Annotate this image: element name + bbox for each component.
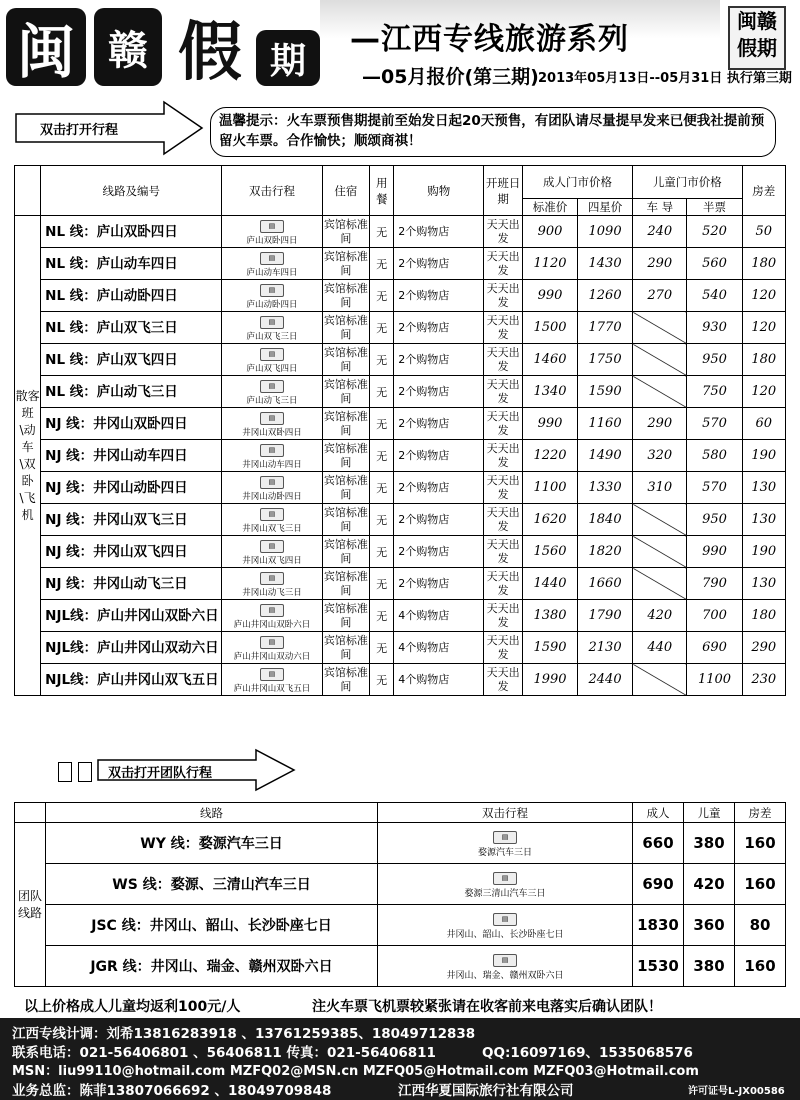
- table-row: [15, 568, 786, 600]
- half-ticket-price: 570: [687, 408, 742, 440]
- meal: 无: [370, 312, 394, 344]
- shopping: 4个购物店: [394, 632, 484, 664]
- adult-price: 660: [633, 823, 684, 864]
- half-ticket-price: 990: [687, 536, 742, 568]
- hotel-type: 宾馆标准间: [322, 312, 370, 344]
- meal: 无: [370, 216, 394, 248]
- itinerary-doc-link[interactable]: [222, 408, 322, 440]
- four-star-price: 1750: [578, 344, 633, 376]
- logo-char-1: 闽: [6, 8, 86, 86]
- route-name: NL 线：庐山动车四日: [41, 248, 222, 280]
- document-icon: ▤: [260, 316, 284, 329]
- itinerary-doc-link[interactable]: [222, 344, 322, 376]
- standard-price: 1440: [522, 568, 577, 600]
- half-ticket-price: 700: [687, 600, 742, 632]
- empty-slash-cell: [633, 664, 687, 696]
- document-icon: ▤: [260, 412, 284, 425]
- itinerary-caption: 井冈山、韶山、长沙卧座七日: [446, 930, 564, 940]
- route-name: NJL线：庐山井冈山双飞五日: [41, 664, 222, 696]
- meal: 无: [370, 504, 394, 536]
- car-seat-price: 420: [633, 600, 687, 632]
- departure: 天天出发: [484, 504, 523, 536]
- col-route: 线路及编号: [41, 166, 222, 216]
- standard-price: 1340: [522, 376, 577, 408]
- shopping: 2个购物店: [394, 216, 484, 248]
- child-price: 380: [684, 946, 735, 987]
- half-ticket-price: 790: [687, 568, 742, 600]
- table-row: [15, 504, 786, 536]
- itinerary-doc-link[interactable]: [222, 504, 322, 536]
- car-seat-price: 320: [633, 440, 687, 472]
- itinerary-doc-link[interactable]: [378, 905, 633, 946]
- table-row: [15, 905, 786, 946]
- col-itinerary: 双击行程: [222, 166, 322, 216]
- itinerary-doc-link[interactable]: [222, 248, 322, 280]
- col-route: 线路: [46, 803, 378, 823]
- page-subtitle: —05月报价(第三期): [362, 66, 539, 88]
- table-row: [15, 600, 786, 632]
- footer-license: 许可证号L-JX00586: [688, 1086, 785, 1097]
- logo-char-3: 假: [168, 8, 252, 86]
- footer-phone: 联系电话：021-56406801 、56406811 传真：021-56406811: [12, 1045, 436, 1061]
- half-ticket-price: 690: [687, 632, 742, 664]
- meal: 无: [370, 408, 394, 440]
- room-diff: 130: [742, 568, 785, 600]
- meal: 无: [370, 536, 394, 568]
- car-seat-price: 310: [633, 472, 687, 504]
- hotel-type: 宾馆标准间: [322, 440, 370, 472]
- itinerary-doc-link[interactable]: [222, 472, 322, 504]
- table-row: [15, 440, 786, 472]
- hotel-type: 宾馆标准间: [322, 536, 370, 568]
- shopping: 4个购物店: [394, 600, 484, 632]
- departure: 天天出发: [484, 312, 523, 344]
- shopping: 2个购物店: [394, 504, 484, 536]
- itinerary-doc-link[interactable]: [222, 632, 322, 664]
- hotel-type: 宾馆标准间: [322, 568, 370, 600]
- route-name: NL 线：庐山双飞四日: [41, 344, 222, 376]
- four-star-price: 1590: [578, 376, 633, 408]
- half-ticket-price: 750: [687, 376, 742, 408]
- logo-char-4: 期: [256, 30, 320, 86]
- adult-price: 1530: [633, 946, 684, 987]
- departure: 天天出发: [484, 568, 523, 600]
- room-diff: 230: [742, 664, 785, 696]
- document-icon: ▤: [260, 572, 284, 585]
- blank-box: [58, 762, 72, 782]
- room-diff: 130: [742, 504, 785, 536]
- departure: 天天出发: [484, 248, 523, 280]
- room-diff: 120: [742, 376, 785, 408]
- itinerary-caption: 庐山井冈山双飞五日: [233, 684, 311, 694]
- checkbox-pair: [58, 762, 98, 786]
- document-icon: ▤: [493, 872, 517, 885]
- standard-price: 1990: [522, 664, 577, 696]
- departure: 天天出发: [484, 344, 523, 376]
- standard-price: 1620: [522, 504, 577, 536]
- itinerary-caption: 庐山双飞三日: [246, 332, 298, 342]
- hotel-type: 宾馆标准间: [322, 632, 370, 664]
- itinerary-caption: 庐山动车四日: [246, 268, 298, 278]
- standard-price: 1120: [522, 248, 577, 280]
- price-table-team: [14, 802, 786, 987]
- itinerary-doc-link[interactable]: [222, 440, 322, 472]
- open-team-itinerary-arrow[interactable]: [96, 748, 296, 792]
- col-room-diff: 房差: [742, 166, 785, 216]
- child-price: 420: [684, 864, 735, 905]
- table-row: [15, 376, 786, 408]
- itinerary-doc-link[interactable]: [222, 568, 322, 600]
- route-name: NJL线：庐山井冈山双动六日: [41, 632, 222, 664]
- four-star-price: 1790: [578, 600, 633, 632]
- col-room-diff: 房差: [735, 803, 786, 823]
- document-icon: ▤: [260, 444, 284, 457]
- hotel-type: 宾馆标准间: [322, 280, 370, 312]
- open-itinerary-label: 双击打开行程: [40, 123, 119, 138]
- itinerary-caption: 庐山井冈山双动六日: [233, 652, 311, 662]
- col-meal: 用餐: [370, 166, 394, 216]
- itinerary-caption: 庐山双飞四日: [246, 364, 298, 374]
- route-name: WS 线：婺源、三清山汽车三日: [46, 864, 378, 905]
- itinerary-doc-link[interactable]: [378, 864, 633, 905]
- table-row: [15, 408, 786, 440]
- sub-standard: 标准价: [522, 199, 577, 216]
- seal-char: 闽: [737, 9, 757, 33]
- document-icon: ▤: [260, 284, 284, 297]
- child-price: 380: [684, 823, 735, 864]
- footer-msn: MSN：liu99110@hotmail.com MZFQ02@MSN.cn MZFQ05@Hotmail.com MZFQ03@Hotmail.com: [12, 1064, 699, 1079]
- table-row: [15, 312, 786, 344]
- col-shopping: 购物: [394, 166, 484, 216]
- empty-slash-cell: [633, 344, 687, 376]
- ticket-warning-note: 注火车票飞机票较紧张请在收客前来电落实后确认团队！: [312, 999, 662, 1015]
- seal-char: 期: [757, 36, 777, 60]
- room-diff: 60: [742, 408, 785, 440]
- shopping: 2个购物店: [394, 440, 484, 472]
- standard-price: 1380: [522, 600, 577, 632]
- price-table-scattered: [14, 165, 786, 696]
- footer-qq: QQ:16097169、1535068576: [482, 1045, 693, 1061]
- document-icon: ▤: [260, 348, 284, 361]
- route-name: NL 线：庐山动卧四日: [41, 280, 222, 312]
- itinerary-doc-link[interactable]: [222, 376, 322, 408]
- itinerary-caption: 井冈山双飞三日: [242, 524, 302, 534]
- footer-company: 江西华夏国际旅行社有限公司: [398, 1083, 574, 1099]
- four-star-price: 2130: [578, 632, 633, 664]
- departure: 天天出发: [484, 280, 523, 312]
- meal: 无: [370, 568, 394, 600]
- meal: 无: [370, 600, 394, 632]
- itinerary-caption: 井冈山动车四日: [242, 460, 302, 470]
- departure: 天天出发: [484, 408, 523, 440]
- hotel-type: 宾馆标准间: [322, 376, 370, 408]
- shopping: 2个购物店: [394, 568, 484, 600]
- itinerary-doc-link[interactable]: [378, 946, 633, 987]
- itinerary-caption: 庐山井冈山双卧六日: [233, 620, 311, 630]
- itinerary-caption: 婺源三清山汽车三日: [464, 889, 546, 899]
- half-ticket-price: 580: [687, 440, 742, 472]
- itinerary-doc-link[interactable]: [222, 312, 322, 344]
- itinerary-caption: 井冈山动飞三日: [242, 588, 302, 598]
- table-row: [15, 216, 786, 248]
- shopping: 2个购物店: [394, 248, 484, 280]
- car-seat-price: 240: [633, 216, 687, 248]
- table-row: [15, 344, 786, 376]
- empty-slash-cell: [633, 312, 687, 344]
- departure: 天天出发: [484, 600, 523, 632]
- col-hotel: 住宿: [322, 166, 370, 216]
- itinerary-caption: 井冈山、瑞金、赣州双卧六日: [446, 971, 564, 981]
- document-icon: ▤: [260, 220, 284, 233]
- logo-char-2: 赣: [94, 8, 162, 86]
- hotel-type: 宾馆标准间: [322, 248, 370, 280]
- car-seat-price: 290: [633, 248, 687, 280]
- table-row: [15, 864, 786, 905]
- room-diff: 160: [735, 946, 786, 987]
- col-departure: 开班日期: [484, 166, 523, 216]
- table-row: [15, 472, 786, 504]
- document-icon: ▤: [493, 913, 517, 926]
- page-title: —江西专线旅游系列: [350, 22, 629, 57]
- itinerary-caption: 井冈山双卧四日: [242, 428, 302, 438]
- table-row: [15, 280, 786, 312]
- four-star-price: 1770: [578, 312, 633, 344]
- meal: 无: [370, 632, 394, 664]
- shopping: 4个购物店: [394, 664, 484, 696]
- car-seat-price: 270: [633, 280, 687, 312]
- itinerary-doc-link[interactable]: [222, 600, 322, 632]
- standard-price: 1100: [522, 472, 577, 504]
- four-star-price: 1090: [578, 216, 633, 248]
- document-icon: ▤: [493, 831, 517, 844]
- meal: 无: [370, 664, 394, 696]
- departure: 天天出发: [484, 472, 523, 504]
- four-star-price: 1840: [578, 504, 633, 536]
- itinerary-doc-link[interactable]: [378, 823, 633, 864]
- meal: 无: [370, 440, 394, 472]
- seal-char: 假: [737, 36, 757, 60]
- col-adult-price: 成人门市价格: [522, 166, 632, 199]
- half-ticket-price: 520: [687, 216, 742, 248]
- sub-car-seat: 车 导: [633, 199, 687, 216]
- route-name: WY 线：婺源汽车三日: [46, 823, 378, 864]
- standard-price: 900: [522, 216, 577, 248]
- hotel-type: 宾馆标准间: [322, 600, 370, 632]
- hotel-type: 宾馆标准间: [322, 408, 370, 440]
- meal: 无: [370, 472, 394, 504]
- shopping: 2个购物店: [394, 344, 484, 376]
- half-ticket-price: 950: [687, 344, 742, 376]
- adult-price: 690: [633, 864, 684, 905]
- route-name: JGR 线：井冈山、瑞金、赣州双卧六日: [46, 946, 378, 987]
- table-row: [15, 823, 786, 864]
- room-diff: 180: [742, 344, 785, 376]
- standard-price: 1500: [522, 312, 577, 344]
- itinerary-caption: 庐山双卧四日: [246, 236, 298, 246]
- blank-box: [78, 762, 92, 782]
- document-icon: ▤: [260, 252, 284, 265]
- standard-price: 990: [522, 280, 577, 312]
- half-ticket-price: 540: [687, 280, 742, 312]
- hotel-type: 宾馆标准间: [322, 344, 370, 376]
- room-diff: 120: [742, 312, 785, 344]
- seal-stamp: [728, 6, 786, 70]
- standard-price: 1220: [522, 440, 577, 472]
- shopping: 2个购物店: [394, 472, 484, 504]
- four-star-price: 1160: [578, 408, 633, 440]
- side-header: [15, 166, 41, 216]
- hotel-type: 宾馆标准间: [322, 472, 370, 504]
- itinerary-caption: 庐山动飞三日: [246, 396, 298, 406]
- footer-contact: [0, 1018, 800, 1100]
- room-diff: 180: [742, 600, 785, 632]
- date-range: 2013年05月13日--05月31日 执行第三期: [538, 71, 792, 86]
- half-ticket-price: 570: [687, 472, 742, 504]
- four-star-price: 1660: [578, 568, 633, 600]
- half-ticket-price: 560: [687, 248, 742, 280]
- document-icon: ▤: [260, 540, 284, 553]
- standard-price: 1460: [522, 344, 577, 376]
- half-ticket-price: 1100: [687, 664, 742, 696]
- table-row: [15, 946, 786, 987]
- empty-slash-cell: [633, 376, 687, 408]
- document-icon: ▤: [493, 954, 517, 967]
- four-star-price: 1490: [578, 440, 633, 472]
- itinerary-caption: 井冈山双飞四日: [242, 556, 302, 566]
- hotel-type: 宾馆标准间: [322, 504, 370, 536]
- meal: 无: [370, 376, 394, 408]
- route-name: NJ 线：井冈山动飞三日: [41, 568, 222, 600]
- seal-char: 赣: [757, 9, 777, 33]
- itinerary-doc-link[interactable]: [222, 216, 322, 248]
- table-row: [15, 664, 786, 696]
- rebate-note: 以上价格成人儿童均返利100元/人: [24, 999, 241, 1015]
- departure: 天天出发: [484, 664, 523, 696]
- table-row: [15, 536, 786, 568]
- four-star-price: 1330: [578, 472, 633, 504]
- table-row: [15, 632, 786, 664]
- itinerary-caption: 井冈山动卧四日: [242, 492, 302, 502]
- room-diff: 160: [735, 823, 786, 864]
- half-ticket-price: 950: [687, 504, 742, 536]
- room-diff: 130: [742, 472, 785, 504]
- departure: 天天出发: [484, 536, 523, 568]
- departure: 天天出发: [484, 632, 523, 664]
- shopping: 2个购物店: [394, 408, 484, 440]
- document-icon: ▤: [260, 380, 284, 393]
- meal: 无: [370, 344, 394, 376]
- car-seat-price: 290: [633, 408, 687, 440]
- car-seat-price: 440: [633, 632, 687, 664]
- document-icon: ▤: [260, 508, 284, 521]
- room-diff: 160: [735, 864, 786, 905]
- side-label: 团队线路: [15, 823, 46, 987]
- room-diff: 190: [742, 440, 785, 472]
- document-icon: ▤: [260, 668, 284, 681]
- itinerary-doc-link[interactable]: [222, 280, 322, 312]
- route-name: NJL线：庐山井冈山双卧六日: [41, 600, 222, 632]
- shopping: 2个购物店: [394, 376, 484, 408]
- child-price: 360: [684, 905, 735, 946]
- route-name: NJ 线：井冈山动卧四日: [41, 472, 222, 504]
- document-icon: ▤: [260, 476, 284, 489]
- shopping: 2个购物店: [394, 536, 484, 568]
- route-name: NL 线：庐山双飞三日: [41, 312, 222, 344]
- four-star-price: 1820: [578, 536, 633, 568]
- four-star-price: 1430: [578, 248, 633, 280]
- col-child: 儿童: [684, 803, 735, 823]
- shopping: 2个购物店: [394, 312, 484, 344]
- four-star-price: 1260: [578, 280, 633, 312]
- half-ticket-price: 930: [687, 312, 742, 344]
- header: [0, 0, 800, 100]
- itinerary-caption: 庐山动卧四日: [246, 300, 298, 310]
- route-name: NJ 线：井冈山双飞四日: [41, 536, 222, 568]
- adult-price: 1830: [633, 905, 684, 946]
- empty-slash-cell: [633, 536, 687, 568]
- notice-callout: 温馨提示：火车票预售期提前至始发日起20天预售，有团队请尽量提早发来已便我社提前预留火车票。合作愉快；顺颂商祺！: [210, 107, 776, 157]
- standard-price: 1590: [522, 632, 577, 664]
- col-itinerary: 双击行程: [378, 803, 633, 823]
- empty-slash-cell: [633, 504, 687, 536]
- hotel-type: 宾馆标准间: [322, 664, 370, 696]
- route-name: NL 线：庐山动飞三日: [41, 376, 222, 408]
- footer-planner: 江西专线计调：刘希13816283918 、13761259385、18049712838: [12, 1026, 476, 1042]
- route-name: NJ 线：井冈山双飞三日: [41, 504, 222, 536]
- departure: 天天出发: [484, 376, 523, 408]
- route-name: JSC 线：井冈山、韶山、长沙卧座七日: [46, 905, 378, 946]
- shopping: 2个购物店: [394, 280, 484, 312]
- sub-half-ticket: 半票: [687, 199, 742, 216]
- sub-four-star: 四星价: [578, 199, 633, 216]
- room-diff: 290: [742, 632, 785, 664]
- room-diff: 50: [742, 216, 785, 248]
- standard-price: 990: [522, 408, 577, 440]
- open-itinerary-arrow[interactable]: [14, 100, 204, 156]
- itinerary-doc-link[interactable]: [222, 664, 322, 696]
- hotel-type: 宾馆标准间: [322, 216, 370, 248]
- room-diff: 190: [742, 536, 785, 568]
- four-star-price: 2440: [578, 664, 633, 696]
- side-header: [15, 803, 46, 823]
- departure: 天天出发: [484, 216, 523, 248]
- departure: 天天出发: [484, 440, 523, 472]
- side-label: 散客班\动车\双卧\飞机: [15, 216, 41, 696]
- standard-price: 1560: [522, 536, 577, 568]
- route-name: NL 线：庐山双卧四日: [41, 216, 222, 248]
- room-diff: 80: [735, 905, 786, 946]
- col-adult: 成人: [633, 803, 684, 823]
- open-team-itinerary-label: 双击打开团队行程: [108, 766, 213, 781]
- col-child-price: 儿童门市价格: [633, 166, 742, 199]
- meal: 无: [370, 248, 394, 280]
- room-diff: 120: [742, 280, 785, 312]
- document-icon: ▤: [260, 636, 284, 649]
- itinerary-doc-link[interactable]: [222, 536, 322, 568]
- meal: 无: [370, 280, 394, 312]
- document-icon: ▤: [260, 604, 284, 617]
- route-name: NJ 线：井冈山双卧四日: [41, 408, 222, 440]
- table-row: [15, 248, 786, 280]
- route-name: NJ 线：井冈山动车四日: [41, 440, 222, 472]
- footer-director: 业务总监：陈菲13807066692 、18049709848: [12, 1083, 332, 1099]
- empty-slash-cell: [633, 568, 687, 600]
- room-diff: 180: [742, 248, 785, 280]
- itinerary-caption: 婺源汽车三日: [477, 848, 532, 858]
